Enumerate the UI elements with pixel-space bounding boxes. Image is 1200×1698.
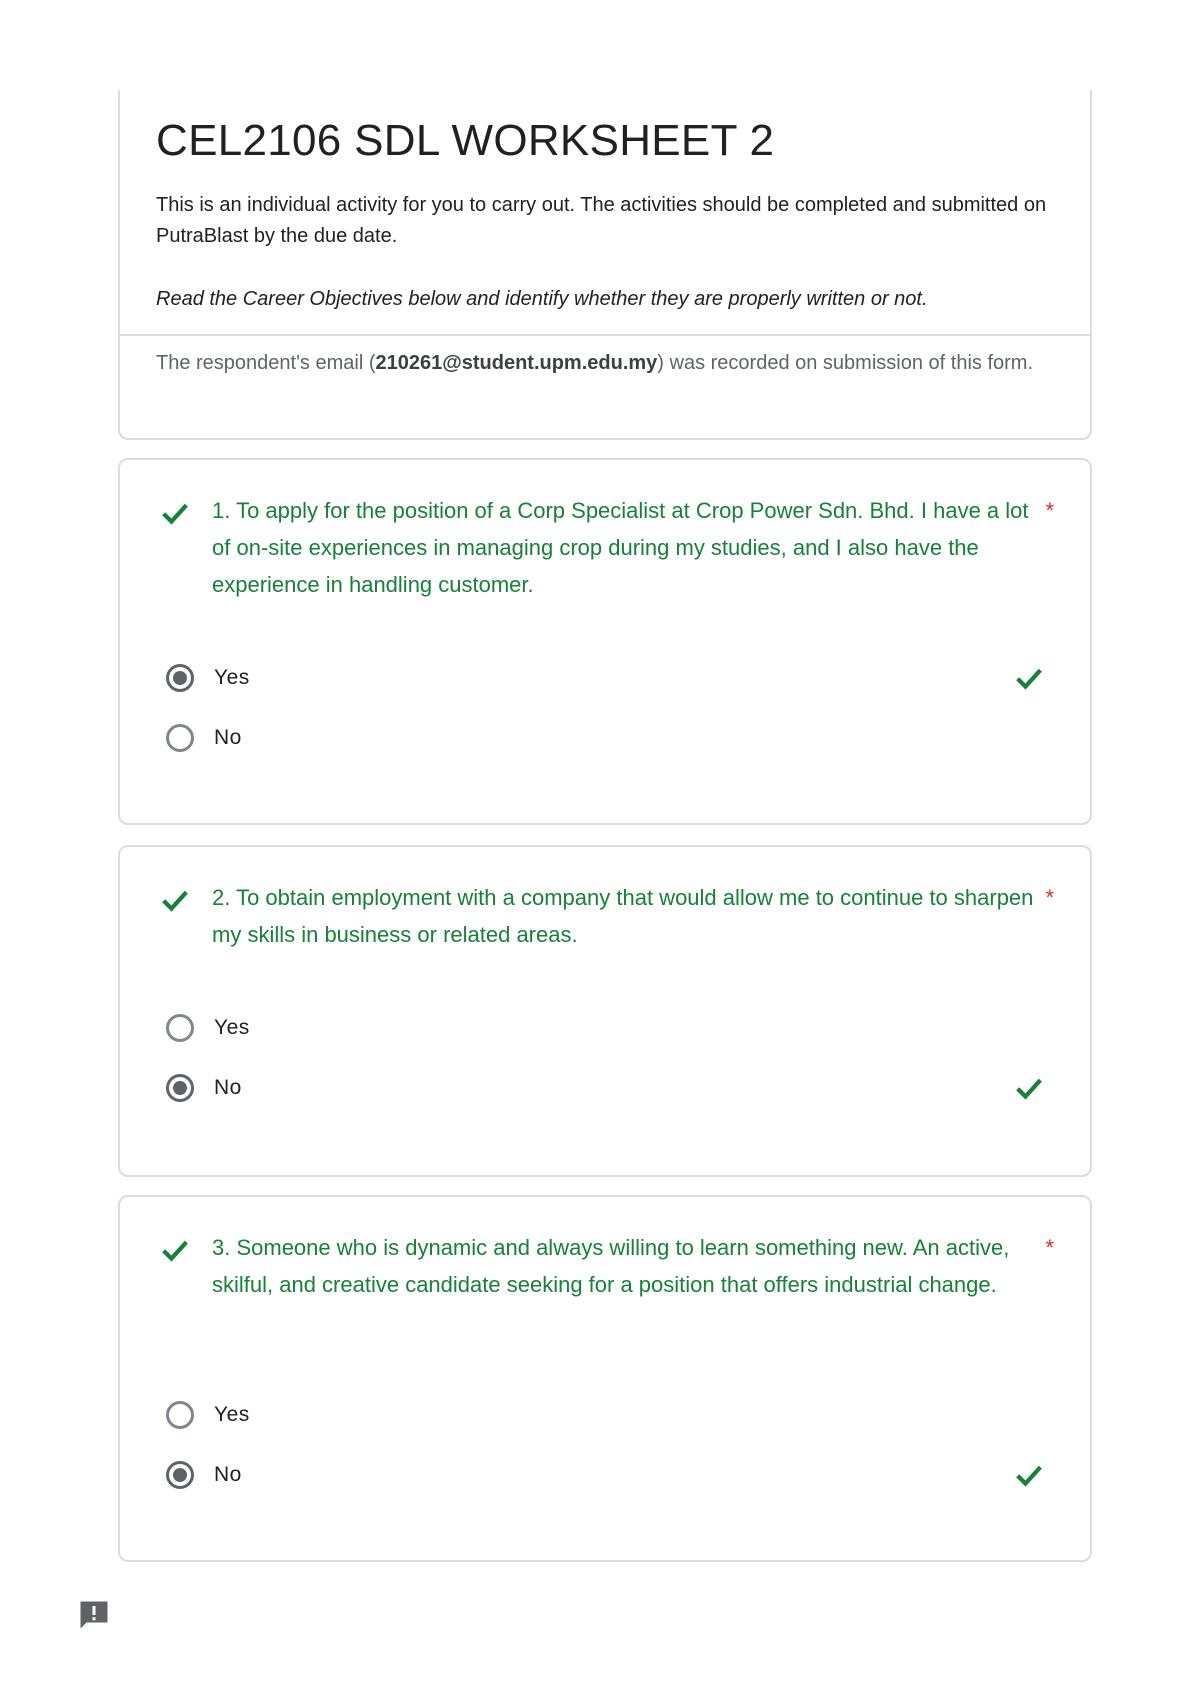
- form-header-card: [118, 90, 1092, 440]
- radio-button-selected[interactable]: [166, 1461, 194, 1489]
- checkmark-icon: [1012, 1071, 1046, 1105]
- option-label: Yes: [214, 666, 250, 689]
- option-yes[interactable]: [166, 1397, 250, 1433]
- option-label: No: [214, 1076, 242, 1099]
- required-asterisk: *: [1045, 885, 1054, 910]
- feedback-icon[interactable]: [76, 1597, 112, 1633]
- email-notice-suffix: ) was recorded on submission of this form.: [657, 352, 1033, 374]
- option-label: Yes: [214, 1403, 250, 1426]
- form-instruction: Read the Career Objectives below and identify whether they are properly written or not.: [156, 288, 928, 310]
- email-notice-prefix: The respondent's email (: [156, 352, 376, 374]
- required-asterisk: *: [1045, 498, 1054, 523]
- radio-button-selected[interactable]: [166, 1074, 194, 1102]
- header-divider: [120, 334, 1090, 336]
- option-yes[interactable]: [166, 660, 250, 696]
- question-text-1: 1. To apply for the position of a Corp Specialist at Crop Power Sdn. Bhd. I have a lot of on-site experiences in managing crop during my studies, and I also have the experience in handling customer.: [212, 498, 1029, 597]
- email-notice: [156, 348, 1066, 379]
- option-no[interactable]: [166, 1457, 242, 1493]
- option-label: No: [214, 726, 242, 749]
- option-label: No: [214, 1463, 242, 1486]
- question-card-3: [118, 1195, 1092, 1562]
- radio-button[interactable]: [166, 1401, 194, 1429]
- radio-button-selected[interactable]: [166, 664, 194, 692]
- checkmark-icon: [1012, 1458, 1046, 1492]
- checkmark-icon: [158, 496, 192, 530]
- question-text-3: 3. Someone who is dynamic and always willing to learn something new. An active, skilful, and creative candidate seeking for a position that offers industrial change.: [212, 1235, 1010, 1297]
- radio-button[interactable]: [166, 1014, 194, 1042]
- checkmark-icon: [158, 883, 192, 917]
- checkmark-icon: [158, 1233, 192, 1267]
- question-text-2: 2. To obtain employment with a company that would allow me to continue to sharpen my skills in business or related areas.: [212, 885, 1034, 947]
- option-yes[interactable]: [166, 1010, 250, 1046]
- required-asterisk: *: [1045, 1235, 1054, 1260]
- respondent-email: 210261@student.upm.edu.my: [375, 352, 658, 374]
- question-card-2: [118, 845, 1092, 1177]
- radio-button[interactable]: [166, 724, 194, 752]
- checkmark-icon: [1012, 661, 1046, 695]
- form-description: This is an individual activity for you to carry out. The activities should be completed and submitted on PutraBlast by the due date.: [156, 194, 1047, 247]
- form-title: CEL2106 SDL WORKSHEET 2: [156, 116, 775, 165]
- option-no[interactable]: [166, 720, 242, 756]
- option-no[interactable]: [166, 1070, 242, 1106]
- option-label: Yes: [214, 1016, 250, 1039]
- question-card-1: [118, 458, 1092, 825]
